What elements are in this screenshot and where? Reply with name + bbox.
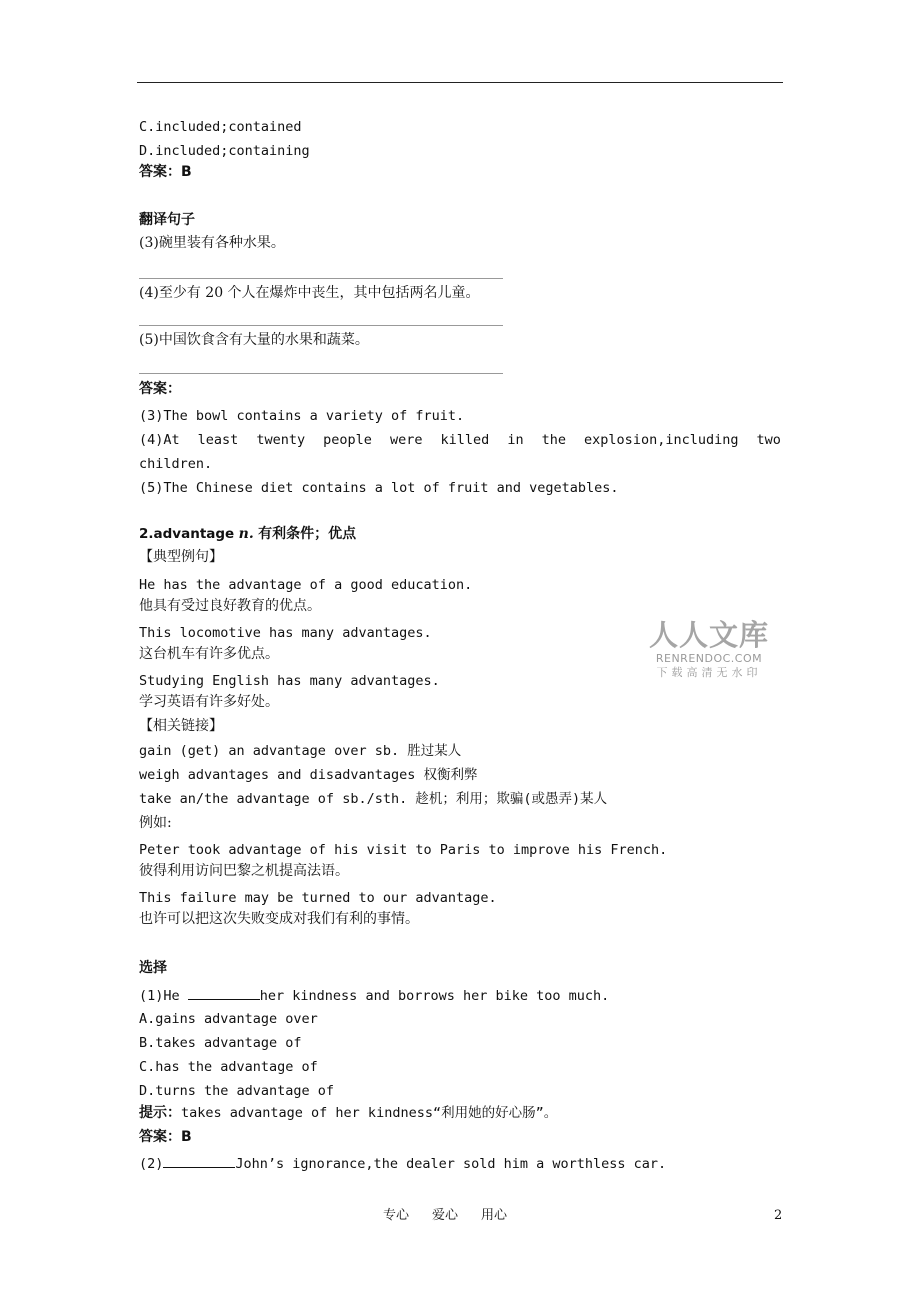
translate-a3: (3)The bowl contains a variety of fruit. bbox=[139, 408, 465, 424]
entry-meaning: 有利条件；优点 bbox=[258, 526, 357, 542]
hint-label: 提示： bbox=[139, 1105, 181, 1121]
example-en: Studying English has many advantages. bbox=[139, 673, 440, 689]
section-heading-choice: 选择 bbox=[139, 960, 167, 976]
fill-blank bbox=[188, 985, 260, 1000]
answer-blank bbox=[139, 373, 503, 374]
links-label: 【相关链接】 bbox=[139, 718, 223, 734]
watermark-logo bbox=[646, 618, 772, 680]
choice-option-c: C.has the advantage of bbox=[139, 1059, 318, 1075]
page-number: 2 bbox=[774, 1208, 783, 1223]
watermark-domain: RENRENDOC.COM bbox=[655, 652, 763, 665]
word: least bbox=[197, 432, 239, 448]
examples-label: 【典型例句】 bbox=[139, 549, 223, 565]
translate-a5: (5)The Chinese diet contains a lot of fruit and vegetables. bbox=[139, 480, 619, 496]
word: killed bbox=[440, 432, 490, 448]
q2-prefix: (2) bbox=[139, 1156, 164, 1172]
hint-text: takes advantage of her kindness“利用她的好心肠”。 bbox=[181, 1105, 558, 1121]
word: in bbox=[507, 432, 524, 448]
answer-line: 答案：B bbox=[139, 164, 192, 180]
answer-blank bbox=[139, 325, 503, 326]
answer-line: 答案：B bbox=[139, 1129, 192, 1145]
translate-a4-cont: children. bbox=[139, 456, 213, 472]
example-zh: 彼得利用访问巴黎之机提高法语。 bbox=[139, 863, 349, 879]
word: twenty bbox=[256, 432, 306, 448]
example-en: This locomotive has many advantages. bbox=[139, 625, 432, 641]
translate-q3: (3)碗里装有各种水果。 bbox=[139, 235, 285, 251]
fill-blank bbox=[163, 1153, 235, 1168]
q2-suffix: John’s ignorance,the dealer sold him a worthless car. bbox=[235, 1156, 667, 1172]
watermark-main: 人人文库 bbox=[648, 618, 769, 652]
example-en: This failure may be turned to our advantage. bbox=[139, 890, 497, 906]
eg-label: 例如: bbox=[139, 815, 172, 831]
translate-a4 bbox=[139, 430, 781, 450]
example-en: He has the advantage of a good education. bbox=[139, 577, 473, 593]
choice-option-d: D.turns the advantage of bbox=[139, 1083, 335, 1099]
word: two bbox=[756, 432, 781, 448]
example-zh: 这台机车有许多优点。 bbox=[139, 646, 279, 662]
entry-word: 2.advantage bbox=[139, 526, 235, 542]
link-item: take an/the advantage of sb./sth. 趁机；利用；欺骗(或愚弄)某人 bbox=[139, 791, 608, 807]
watermark-tagline: 下载高清无水印 bbox=[656, 666, 762, 679]
example-zh: 学习英语有许多好处。 bbox=[139, 694, 279, 710]
choice-option-a: A.gains advantage over bbox=[139, 1011, 318, 1027]
link-item: gain (get) an advantage over sb. 胜过某人 bbox=[139, 743, 462, 759]
q1-suffix: her kindness and borrows her bike too much. bbox=[259, 988, 610, 1004]
word: the bbox=[541, 432, 567, 448]
example-en: Peter took advantage of his visit to Paris to improve his French. bbox=[139, 842, 668, 858]
example-zh: 他具有受过良好教育的优点。 bbox=[139, 598, 321, 614]
answer-blank bbox=[139, 278, 503, 279]
hint-line bbox=[139, 1103, 557, 1123]
word: were bbox=[389, 432, 423, 448]
option-c: C.included;contained bbox=[139, 119, 302, 135]
answer-label: 答案： bbox=[139, 381, 181, 397]
word: (4)At bbox=[139, 432, 180, 448]
footer-motto-2: 爱心 bbox=[432, 1208, 459, 1223]
word: explosion,including bbox=[584, 432, 739, 448]
choice-q1 bbox=[139, 985, 609, 1006]
word: people bbox=[323, 432, 372, 448]
footer-motto-3: 用心 bbox=[481, 1208, 508, 1223]
link-item: weigh advantages and disadvantages 权衡利弊 bbox=[139, 767, 478, 783]
header-rule bbox=[137, 82, 783, 83]
q1-prefix: (1)He bbox=[139, 988, 188, 1004]
example-zh: 也许可以把这次失败变成对我们有利的事情。 bbox=[139, 911, 419, 927]
footer-motto-1: 专心 bbox=[383, 1208, 410, 1223]
translate-q5: (5)中国饮食含有大量的水果和蔬菜。 bbox=[139, 332, 369, 348]
entry-pos: n. bbox=[238, 526, 254, 542]
section-heading-translate: 翻译句子 bbox=[139, 212, 195, 228]
translate-q4: (4)至少有 20 个人在爆炸中丧生，其中包括两名儿童。 bbox=[139, 285, 480, 301]
choice-q2 bbox=[139, 1153, 666, 1174]
entry-heading bbox=[139, 524, 356, 544]
choice-option-b: B.takes advantage of bbox=[139, 1035, 302, 1051]
option-d: D.included;containing bbox=[139, 143, 310, 159]
